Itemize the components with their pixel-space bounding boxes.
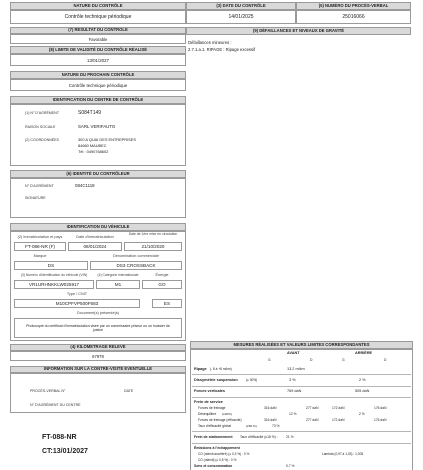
emissions-co-ralenti-accelere: CO (ralenti accéléré) (≤ 0,3 %) : 0 % (198, 452, 250, 456)
ripage-separator (192, 374, 411, 375)
efficacite-label: Taux d'efficacité global (198, 424, 232, 428)
footer-immatriculation: FT-088-NR (42, 434, 77, 441)
forces-max-arriere-g: 172 daN (332, 418, 345, 422)
defaillances-title: Défaillances mineures : (188, 40, 232, 45)
dissymetrie-suspension-limit: (≤ 30%) (246, 378, 258, 382)
vehicule-marque-label: Marque (33, 254, 47, 258)
dissymetrie-suspension-label: Dissymétrie suspension (194, 378, 238, 382)
forces-freinage-avant-g: 316 daN (264, 406, 277, 410)
vehicule-photocopie-value: Photocopie du certificat d'immatriculation visée par un commissaire-priseur ou un huissier de justice (14, 318, 182, 338)
kilometrage-header: (4) KILOMÉTRAGE RELEVÉ (10, 344, 186, 351)
forces-verticales-avant: 769 daN (287, 389, 302, 393)
mesures-header: MESURES RÉALISÉES ET VALEURS LIMITES CORRESPONDANTES (190, 341, 413, 349)
vehicule-vin-value: VR1URHNKKLW025917 (14, 280, 94, 289)
centre-raison-label: RAISON SOCIALE (25, 125, 56, 129)
emissions-co-ralenti: CO (ralenti) (≤ 0,5 %) : 0 % (198, 458, 237, 462)
frein-stationnement-separator (192, 443, 411, 444)
vehicule-header: IDENTIFICATION DU VÉHICULE (10, 223, 186, 231)
limite-validite-header: (8) LIMITE DE VALIDITÉ DU CONTRÔLE RÉALISÉ (10, 46, 186, 54)
frein-service-separator (192, 431, 411, 432)
forces-max-arriere-d: 176 daN (374, 418, 387, 422)
vehicule-categorie-label: (4) Catégorie internationale (97, 273, 139, 277)
centre-agrement-label: (1) N° D'AGRÉMENT (25, 111, 60, 115)
dissymetrie-suspension-arriere: 2 % (359, 378, 366, 382)
vehicule-immat-value: FT-088-NR (F) (14, 242, 66, 251)
centre-raison-value: SARL VERIFAUTO (78, 124, 116, 129)
desequilibre-limit: (≤20%) (222, 412, 232, 416)
date-controle-header: (3) DATE DU CONTRÔLE (186, 2, 296, 10)
vehicule-cnit-label: Type / CNIT (66, 292, 88, 296)
vehicule-cnit-value: M10CPFVP500F683 (14, 299, 140, 308)
sonore-label: Sens et consommation (194, 464, 233, 468)
frein-service-label: Frein de service (194, 400, 223, 404)
limite-validite-value: 13/01/2027 (10, 54, 186, 66)
nature-controle-header: NATURE DU CONTRÔLE (10, 2, 186, 10)
vehicule-date-immat-label: Date d'immatriculation (76, 235, 114, 239)
defaillances-header: (9) DÉFAILLANCES ET NIVEAUX DE GRAVITÉ (186, 27, 411, 35)
desequilibre-label: Déséquilibre (198, 412, 217, 416)
desequilibre-arriere: 2 % (359, 412, 365, 416)
vehicule-documents-label: Document(s) présenté(s) (77, 311, 119, 315)
vehicule-denomination-label: Dénomination commerciale (112, 254, 159, 258)
mesures-avant-g: G (268, 358, 271, 362)
prochain-controle-value: Contrôle technique périodique (10, 79, 186, 91)
vehicule-categorie-value: M1 (96, 280, 140, 289)
contre-visite-pv-label: PROCÈS-VERBAL N° (30, 389, 66, 393)
numero-pv-header: (5) NUMÉRO DU PROCÈS-VERBAL (296, 2, 411, 10)
resultat-header: (7) RÉSULTAT DU CONTRÔLE (10, 27, 186, 34)
centre-phone: Tél : 0490768602 (78, 149, 109, 154)
kilometrage-value: 67979 (10, 351, 186, 361)
forces-max-avant-g: 316 daN (264, 418, 277, 422)
mesures-arriere-header: ARRIÈRE (355, 351, 373, 355)
controleur-agrement-label: N° D'AGRÉMENT (25, 184, 54, 188)
desequilibre-avant: 12 % (289, 412, 297, 416)
nature-controle-value: Contrôle technique périodique (10, 10, 186, 24)
defaillance-item: 2.7.1.a.1. RIPAGE : Ripage excessif (188, 47, 256, 52)
centre-address-line1: 300 A QUAI DES ENTREPRISES (78, 137, 136, 142)
mesures-avant-header: AVANT (287, 351, 300, 355)
prochain-controle-header: NATURE DU PROCHAIN CONTRÔLE (10, 71, 186, 79)
centre-header: IDENTIFICATION DU CENTRE DE CONTRÔLE (10, 96, 186, 104)
vehicule-vin-label: (3) Numéro d'identification du véhicule (VIN) (20, 273, 88, 277)
ripage-avant-value: 13.2 m/km (287, 367, 305, 371)
forces-verticales-label: Forces verticales (194, 389, 226, 393)
centre-address-line2: 84660 MAUBEC (78, 143, 107, 148)
mesures-avant-d: D (310, 358, 313, 362)
forces-verticales-separator (192, 397, 411, 398)
emissions-label: Émissions à l'échappement (194, 446, 240, 450)
forces-max-avant-d: 277 daN (306, 418, 319, 422)
frein-stationnement-value: 21 % (286, 435, 294, 439)
date-controle-value: 14/01/2025 (186, 10, 296, 24)
resultat-value: Favorable (10, 34, 186, 44)
ripage-limit: (- 8 à +8 m/km) (210, 367, 232, 371)
efficacite-limit: (≥50 %) (246, 424, 257, 428)
contre-visite-agrement-label: N° D'AGRÉMENT DU CENTRE (30, 403, 81, 407)
forces-verticales-arriere: 505 daN (355, 389, 370, 393)
vehicule-date-mise-circ-value: 21/10/2020 (124, 242, 182, 251)
vehicule-date-mise-circ-label: Date de 1ère mise en circulation (128, 232, 178, 236)
efficacite-value: 73 % (272, 424, 280, 428)
controleur-agrement-value: 084C1118 (75, 183, 95, 188)
vehicule-marque-value: DS (14, 261, 88, 270)
centre-agrement-value: S084T149 (78, 110, 102, 116)
forces-freinage-label: Forces de freinage (198, 406, 226, 410)
vehicule-energie-label: Énergie (155, 273, 169, 277)
frein-stationnement-label: Frein de stationnement (194, 435, 233, 439)
numero-pv-value: 25016066 (296, 10, 411, 24)
vehicule-denomination-value: DS3 CROSSBACK (90, 261, 182, 270)
footer-ct-date: CT:13/01/2027 (42, 448, 88, 455)
frein-stationnement-text: Taux d'efficacité (≥18 %) : (240, 435, 278, 439)
contre-visite-header: INFORMATION SUR LA CONTRE-VISITE EVENTUELLE (10, 366, 186, 373)
controleur-signature-label: SIGNATURE (25, 196, 46, 200)
dissymetrie-separator (192, 386, 411, 387)
vehicule-es-value: ES (152, 299, 182, 308)
emissions-lambda: Lambda (0,97 à 1,03) : 1,005 (322, 452, 364, 456)
forces-freinage-arriere-d: 176 daN (374, 406, 387, 410)
centre-coord-label: (2) COORDONNÉES (25, 138, 59, 142)
vehicule-date-immat-value: 08/01/2024 (68, 242, 122, 251)
controleur-header: (6) IDENTITÉ DU CONTRÔLEUR (10, 170, 186, 178)
forces-freinage-arriere-g: 172 daN (332, 406, 345, 410)
sonore-value: 0.7 % (286, 464, 295, 468)
forces-freinage-avant-d: 277 daN (306, 406, 319, 410)
forces-max-label: Forces de freinage (efficacité) (198, 418, 242, 422)
vehicule-immat-label: (2) Immatriculation et pays (17, 235, 63, 239)
mesures-arriere-g: G (342, 358, 345, 362)
mesures-arriere-d: D (384, 358, 387, 362)
contre-visite-date-label: DATE (124, 389, 134, 393)
ripage-label: Ripage (194, 367, 207, 371)
vehicule-energie-value: GO (142, 280, 182, 289)
dissymetrie-suspension-avant: 3 % (289, 378, 296, 382)
